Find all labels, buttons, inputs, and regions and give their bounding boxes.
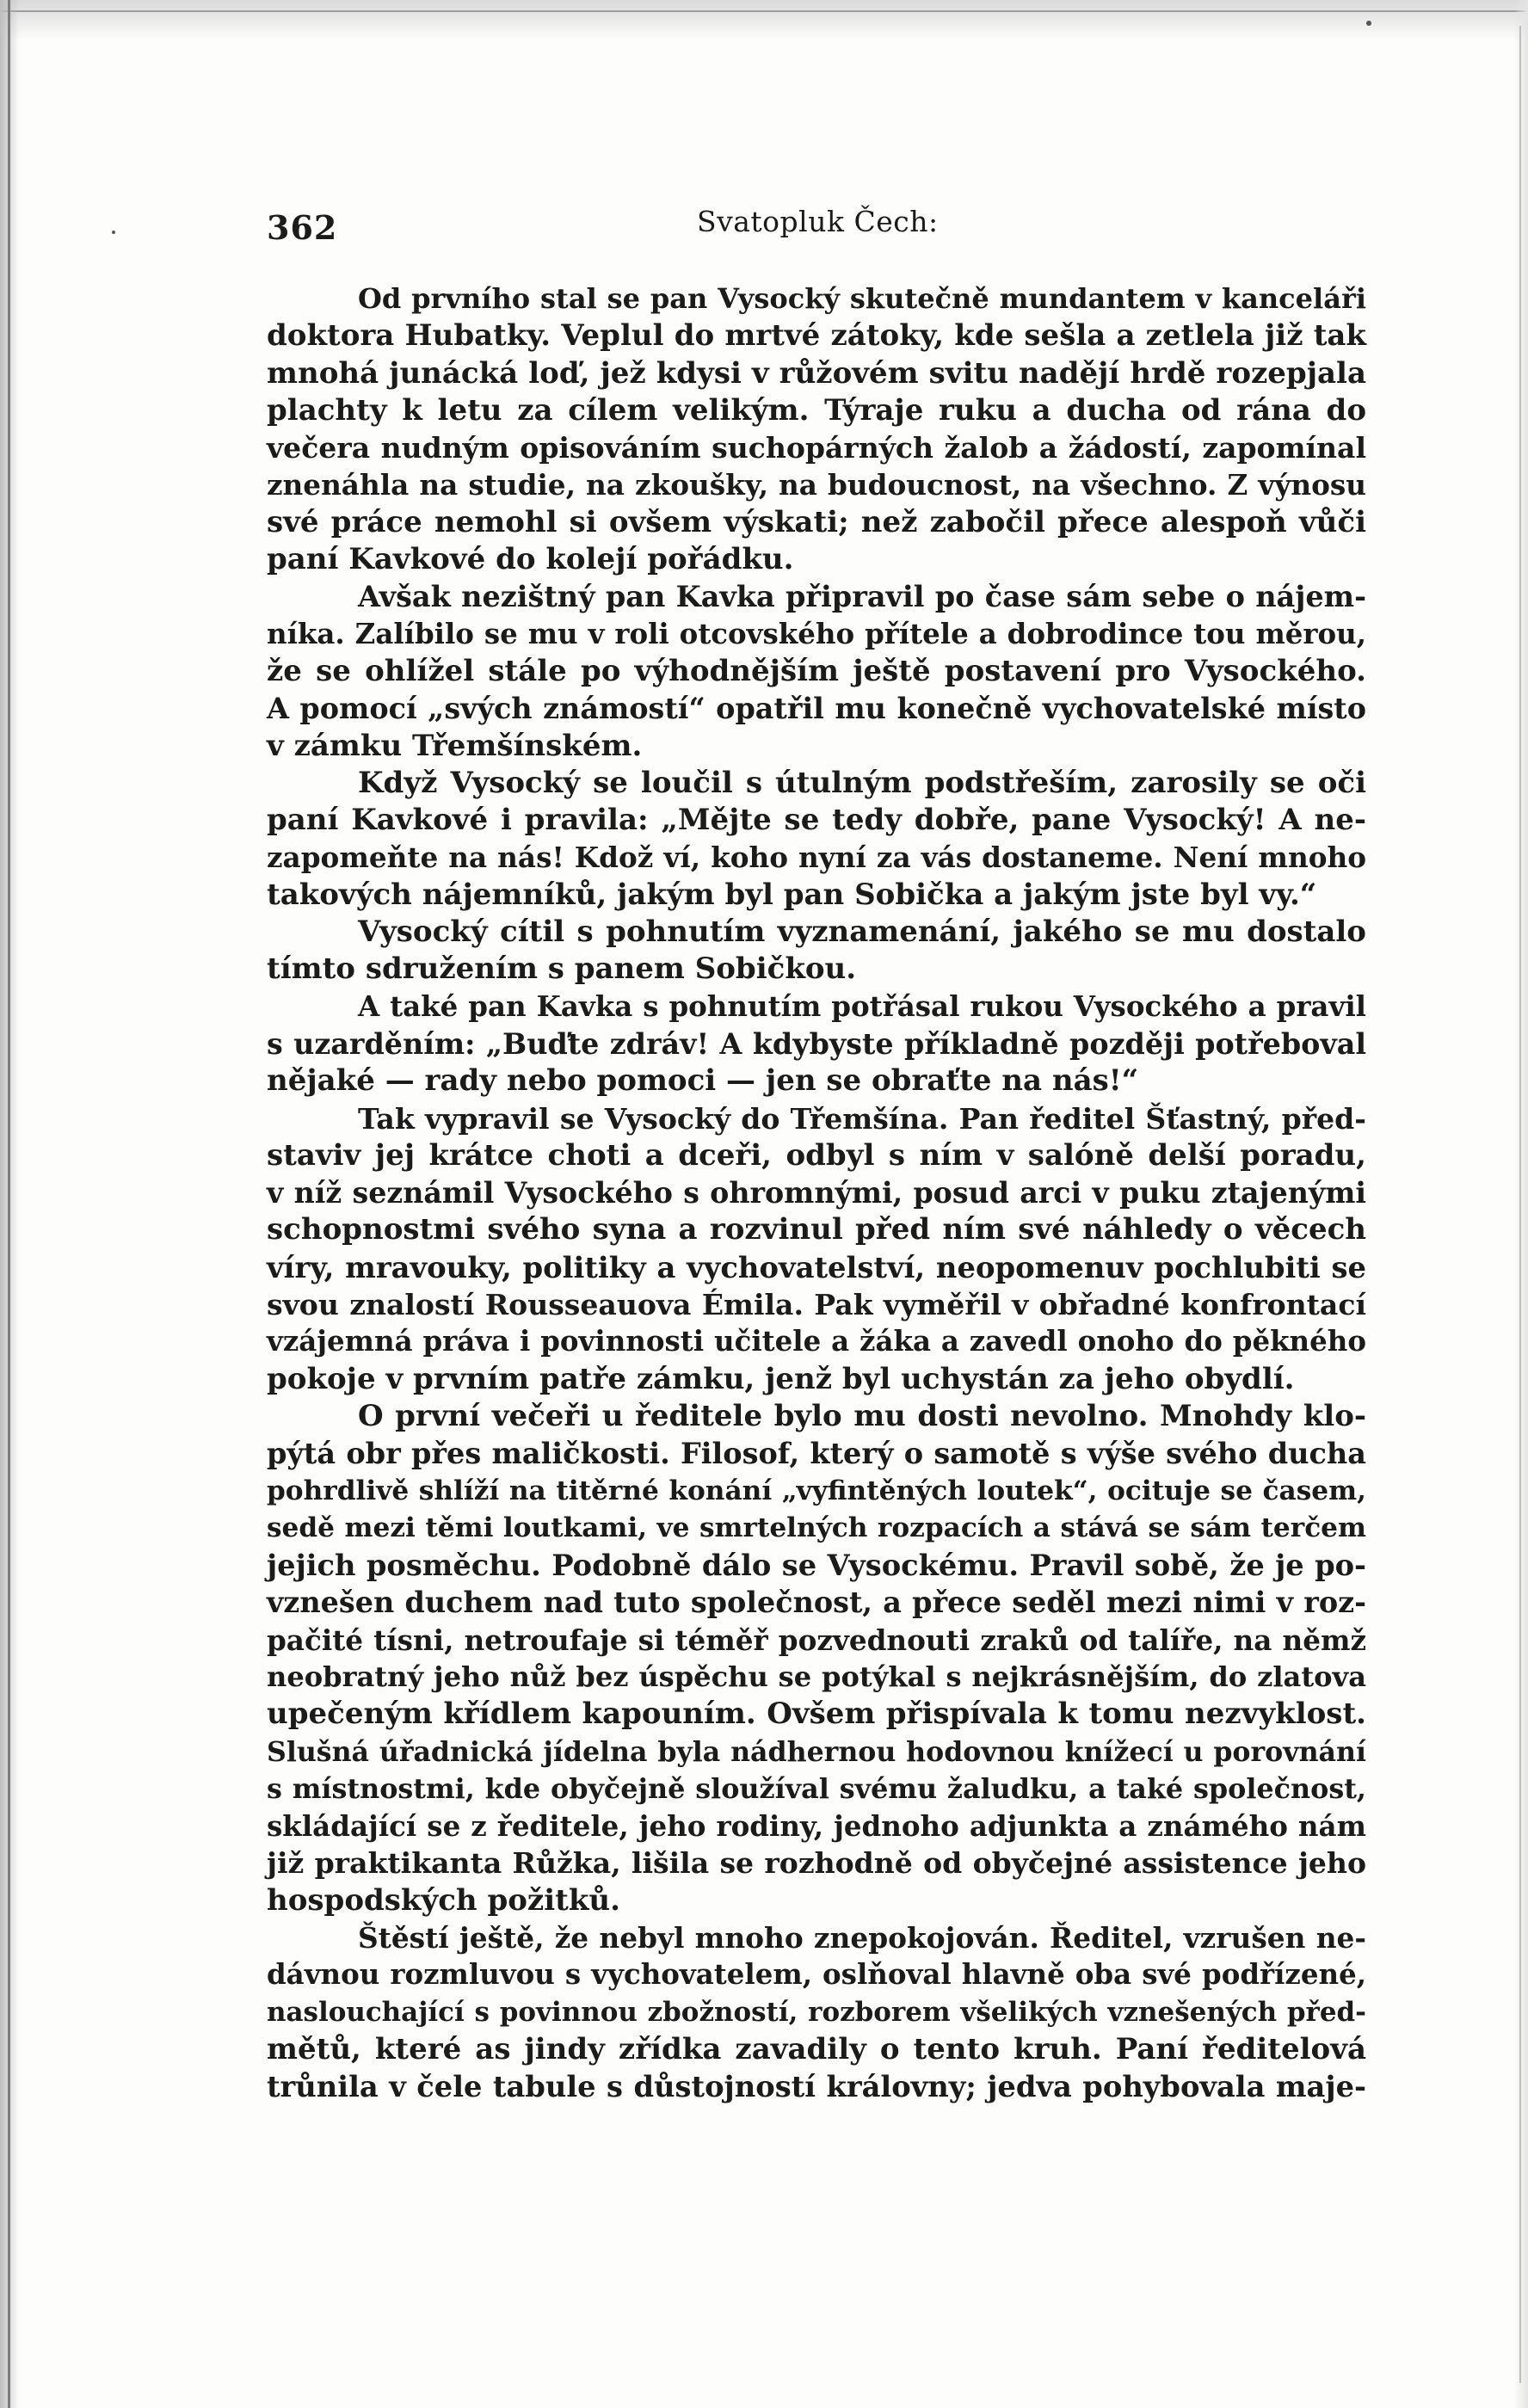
- text-line: níka. Zalíbilo se mu v roli otcovského přítele a dobrodince tou měrou,: [267, 617, 1366, 650]
- text-line: jejich posměchu. Podobně dálo se Vysockému. Pravil sobě, že je po-: [267, 1548, 1366, 1583]
- text-line: své práce nemohl si ovšem výskati; než zabočil přece alespoň vůči: [267, 504, 1366, 539]
- text-line: Štěstí ještě, že nebyl mnoho znepokojován. Ředitel, vzrušen ne-: [358, 1921, 1366, 1955]
- text-line: pokoje v prvním patře zámku, jenž byl uchystán za jeho obydlí.: [267, 1361, 1295, 1396]
- text-line: Slušná úřadnická jídelna byla nádhernou hodovnou knížecí u porovnání: [267, 1735, 1366, 1768]
- text-line: večera nudným opisováním suchopárných žalob a žádostí, zapomínal: [267, 431, 1366, 465]
- text-line: v níž seznámil Vysockého s ohromnými, posud arci v puku ztajenými: [267, 1176, 1366, 1210]
- body-text: [267, 280, 1366, 2106]
- scan-speck: [112, 231, 115, 234]
- text-line: s uzarděním: „Buďte zdráv! A kdybyste příkladně později potřeboval: [267, 1026, 1366, 1061]
- text-line: mětů, které as jindy zřídka zavadily o tento kruh. Paní ředitelová: [267, 2031, 1366, 2066]
- text-line: pohrdlivě shlíží na titěrné konání „vyfintěných loutek“, ocituje se časem,: [267, 1475, 1366, 1506]
- text-line: nějaké — rady nebo pomoci — jen se obraťte na nás!“: [267, 1063, 1139, 1099]
- text-line: neobratný jeho nůž bez úspěchu se potýkal s nejkrásnějším, do zlatova: [267, 1660, 1366, 1693]
- text-line: vzájemná práva i povinnosti učitele a žáka a zavedl onoho do pěkného: [267, 1325, 1366, 1358]
- text-line: takových nájemníků, jakým byl pan Sobička a jakým jste byl vy.“: [267, 877, 1317, 912]
- text-line: znenáhla na studie, na zkoušky, na budoucnost, na všechno. Z výnosu: [267, 468, 1366, 502]
- scan-edge-right: [1514, 0, 1528, 2408]
- page-header: [267, 203, 1368, 255]
- text-line: již praktikanta Růžka, lišila se rozhodně od obyčejné assistence jeho: [267, 1846, 1366, 1881]
- text-line: že se ohlížel stále po výhodnějším ještě postavení pro Vysockého.: [267, 653, 1366, 688]
- scan-edge-top: [0, 0, 1528, 41]
- text-line: staviv jej krátce choti a dceři, odbyl s ním v salóně delší poradu,: [267, 1137, 1366, 1173]
- text-line: Od prvního stal se pan Vysocký skutečně mundantem v kanceláři: [358, 282, 1366, 315]
- text-line: Tak vypravil se Vysocký do Třemšína. Pan ředitel Šťastný, před-: [358, 1101, 1366, 1136]
- page-number: 362: [267, 208, 338, 247]
- text-line: paní Kavkové do kolejí pořádku.: [267, 542, 794, 577]
- scan-edge-left-line: [8, 0, 10, 2408]
- text-line: vznešen duchem nad tuto společnost, a přece seděl mezi nimi v roz-: [267, 1586, 1366, 1620]
- text-line: Vysocký cítil s pohnutím vyznamenání, jakého se mu dostalo: [358, 915, 1366, 950]
- text-line: O první večeři u ředitele bylo mu dosti nevolno. Mnohdy klo-: [358, 1398, 1366, 1433]
- text-line: schopnostmi svého syna a rozvinul před ním své náhledy o věcech: [267, 1212, 1366, 1247]
- text-line: Když Vysocký se loučil s útulným podstřeším, zarosily se oči: [358, 765, 1366, 800]
- running-title: Svatopluk Čech:: [697, 205, 939, 238]
- text-line: s místnostmi, kde obyčejně sloužíval svému žaludku, a také společnost,: [267, 1771, 1366, 1805]
- text-line: A pomocí „svých známostí“ opatřil mu konečně vychovatelské místo: [267, 692, 1366, 726]
- text-line: víry, mravouky, politiky a vychovatelství, neopomenuv pochlubiti se: [267, 1249, 1366, 1284]
- text-line: A také pan Kavka s pohnutím potřásal rukou Vysockého a pravil: [358, 989, 1366, 1023]
- text-line: svou znalostí Rousseauova Émila. Pak vyměřil v obřadné konfrontací: [267, 1288, 1366, 1322]
- text-line: Avšak nezištný pan Kavka připravil po čase sám sebe o nájem-: [358, 580, 1366, 614]
- text-line: doktora Hubatky. Veplul do mrtvé zátoky, kde sešla a zetlela již tak: [267, 318, 1366, 354]
- scan-edge-right-line: [1519, 26, 1521, 2383]
- text-line: paní Kavkové i pravila: „Mějte se tedy dobře, pane Vysocký! A ne-: [267, 803, 1366, 838]
- text-line: sedě mezi těmi loutkami, ve smrtelných rozpacích a stává se sám terčem: [267, 1512, 1366, 1543]
- text-line: hospodských požitků.: [267, 1882, 620, 1918]
- text-line: skládající se z ředitele, jeho rodiny, jednoho adjunkta a známého nám: [267, 1809, 1366, 1844]
- text-line: dávnou rozmluvou s vychovatelem, oslňoval hlavně oba své podřízené,: [267, 1958, 1366, 1992]
- text-line: pýtá obr přes maličkosti. Filosof, který o samotě s výše svého ducha: [267, 1437, 1366, 1471]
- text-line: zapomeňte na nás! Kdož ví, koho nyní za vás dostaneme. Není mnoho: [267, 841, 1366, 875]
- text-line: trůnila v čele tabule s důstojností královny; jedva pohybovala maje-: [267, 2069, 1366, 2104]
- text-line: naslouchající s povinnou zbožností, rozborem všelikých vznešených před-: [267, 1996, 1366, 2028]
- scan-speck: [1366, 21, 1371, 26]
- text-line: plachty k letu za cílem velikým. Týraje ruku a ducha od rána do: [267, 392, 1366, 428]
- text-line: v zámku Třemšínském.: [267, 728, 643, 763]
- text-line: pačité tísni, netroufaje si téměř pozvednouti zraků od talíře, na němž: [267, 1623, 1366, 1657]
- text-line: upečeným křídlem kapouním. Ovšem přispívala k tomu nezvyklost.: [267, 1697, 1366, 1732]
- scan-edge-top-line: [0, 10, 1528, 12]
- text-line: tímto sdružením s panem Sobičkou.: [267, 951, 857, 987]
- text-line: mnohá junácká loď, jež kdysi v růžovém svitu nadějí hrdě rozepjala: [267, 355, 1366, 391]
